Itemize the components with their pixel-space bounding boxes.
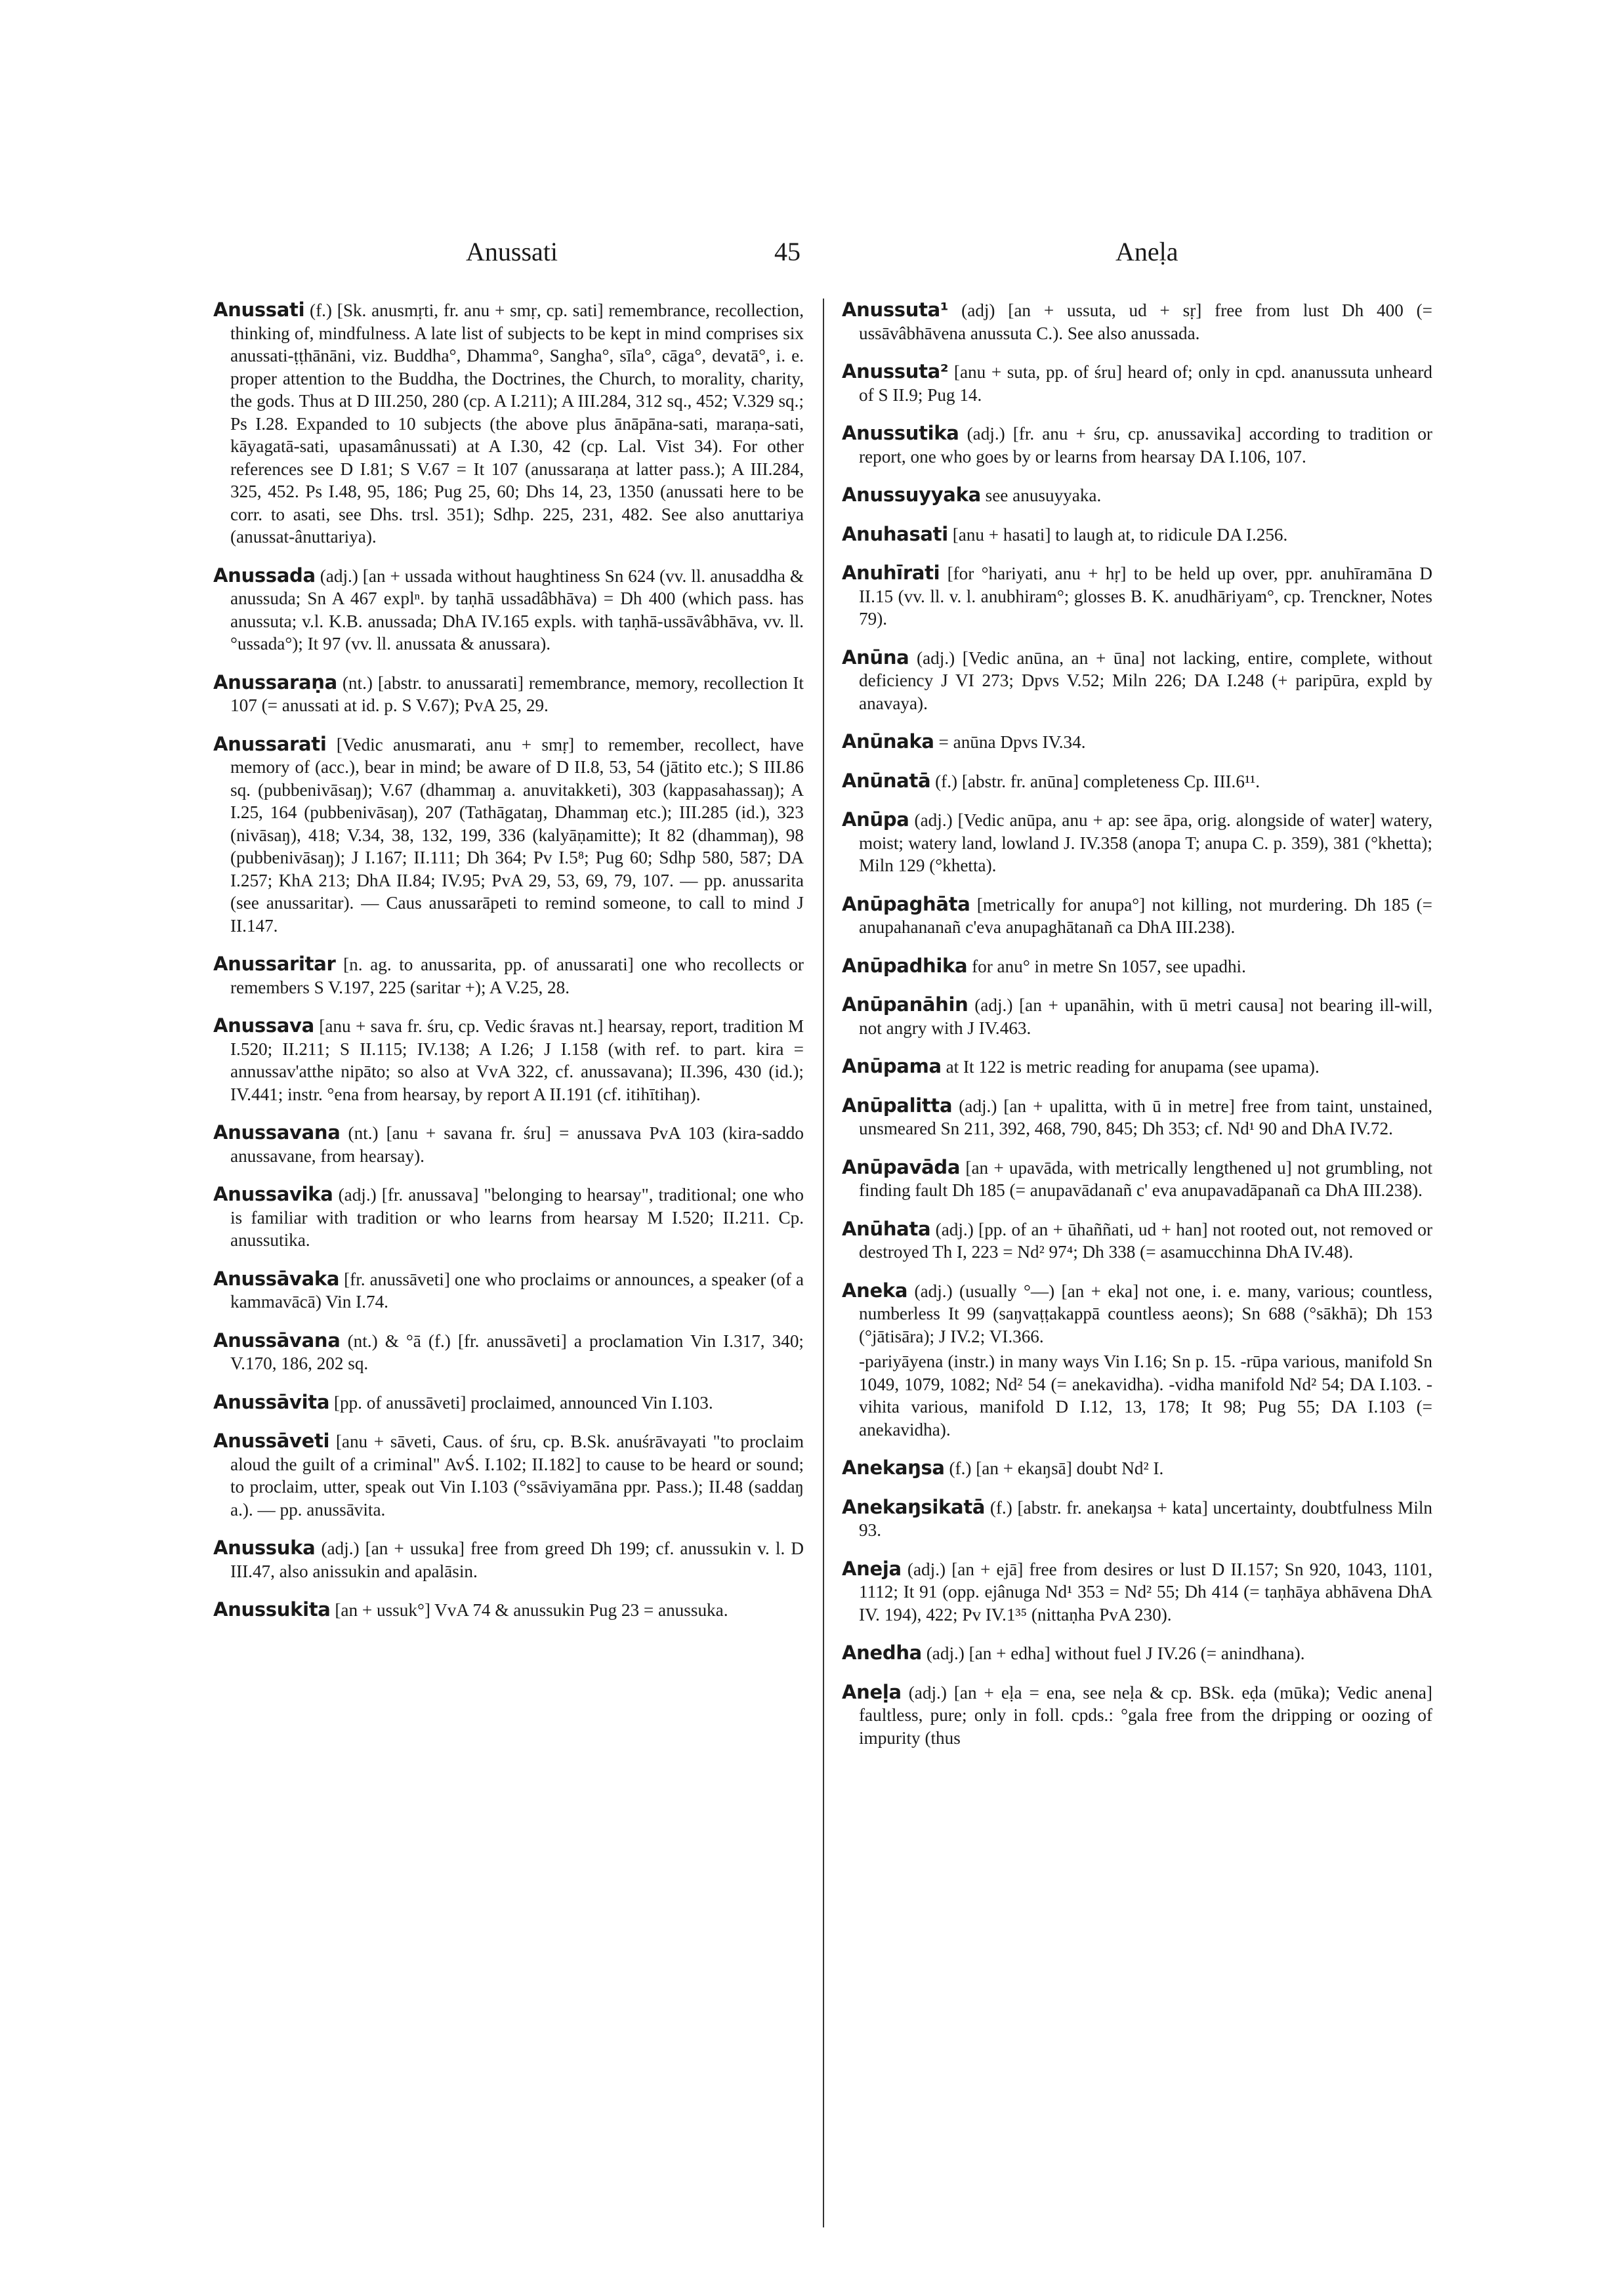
entry-headword: Anekaŋsikatā <box>842 1495 986 1518</box>
dictionary-entry <box>213 1329 804 1375</box>
entry-headword: Anedha <box>842 1642 922 1664</box>
entry-definition: (f.) [abstr. fr. anekaŋsa + kata] uncertainty, doubtfulness Miln 93. <box>859 1497 1432 1540</box>
dictionary-entry <box>842 770 1432 793</box>
entry-definition: (adj.) [fr. anussava] "belonging to hearsay", traditional; one who is familiar with tradition or who learns from hearsay M I.520; II.211. Cp. anussutika. <box>230 1185 804 1250</box>
entry-definition: [an + ussuk°] VvA 74 & anussukin Pug 23 = anussuka. <box>330 1600 728 1620</box>
entry-definition: (adj.) [Vedic anūpa, anu + ap: see āpa, orig. alongside of water] watery, moist; watery land, lowland J. IV.358 (anopa T; anupa C. p. 359), 381 (°khetta); Miln 129 (°khetta). <box>859 810 1432 875</box>
page-header <box>210 236 1430 282</box>
left-column <box>213 299 804 2234</box>
entry-definition: (f.) [Sk. anusmṛti, fr. anu + smṛ, cp. sati] remembrance, recollection, thinking of, mindfulness. A late list of subjects to be kept in mind comprises six anussati-ṭṭhānāni, viz. Buddha°, Dhamma°, Sangha°, sīla°, cāga°, devatā°, i. e. proper attention to the Buddha, the Doctrines, the Church, to morality, charity, the gods. Thus at D III.250, 280 (cp. A I.211); A III.284, 312 sq., 452; V.329 sq.; Ps I.28. Expanded to 10 subjects (the above plus ānāpāna-sati, maraṇa-sati, kāyagatā-sati, upasamânussati) at A I.30, 42 (cp. Lal. Vist 34). For other references see D I.81; S V.67 = It 107 (anussaraṇa at latter pass.); A III.284, 325, 452. Ps I.48, 95, 186; Pug 25, 60; Dhs 14, 23, 1350 (anussati here to be corr. to asati, see Dhs. trsl. 351); Sdhp. 225, 231, 482. See also anuttariya (anussat-ânuttariya). <box>230 300 804 547</box>
entry-headword: Anussada <box>213 564 316 587</box>
entry-headword: Anūpama <box>842 1055 942 1077</box>
entry-definition: [pp. of anussāveti] proclaimed, announced Vin I.103. <box>329 1392 713 1413</box>
dictionary-entry <box>213 1537 804 1582</box>
entry-definition: (adj) [an + ussuta, ud + sṛ] free from lust Dh 400 (= ussāvâbhāvena anussuta C.). See also anussada. <box>859 300 1432 343</box>
dictionary-entry <box>842 1218 1432 1264</box>
entry-definition: (nt.) & °ā (f.) [fr. anussāveti] a proclamation Vin I.317, 340; V.170, 186, 202 sq. <box>230 1331 804 1373</box>
entry-headword: Anūpaghāta <box>842 892 970 915</box>
dictionary-entry <box>213 564 804 655</box>
entry-definition: [for °hariyati, anu + hṛ] to be held up over, ppr. anuhīramāna D II.15 (vv. ll. v. l. anubhiram°; glosses B. K. anudhāriyam°, cp. Trenckner, Notes 79). <box>859 564 1432 629</box>
entry-headword: Anussuta¹ <box>842 299 949 321</box>
entry-definition: (adj.) [an + ejā] free from desires or lust D II.157; Sn 920, 1043, 1101, 1112; It 91 (opp. ejânuga Nd¹ 353 = Nd² 55; Dh 414 (= taṇhāya abhāvena DhA IV. 194), 422; Pv IV.1³⁵ (nittaṇha PvA 230). <box>859 1559 1432 1624</box>
dictionary-entry <box>842 360 1432 406</box>
entry-headword: Anuhasati <box>842 522 948 545</box>
entry-headword: Anussaritar <box>213 953 336 975</box>
dictionary-entry <box>842 1055 1432 1079</box>
entry-headword: Anussarati <box>213 732 327 755</box>
dictionary-entry <box>213 1268 804 1313</box>
dictionary-entry <box>213 671 804 717</box>
entry-definition: (nt.) [abstr. to anussarati] remembrance, memory, recollection It 107 (= anussati at id. p. S V.67); PvA 25, 29. <box>230 672 804 715</box>
dictionary-entry <box>213 1391 804 1415</box>
entry-definition: (adj.) [an + edha] without fuel J IV.26 (= anindhana). <box>921 1644 1305 1663</box>
entry-headword: Anūnaka <box>842 730 934 753</box>
entry-headword: Anussāvana <box>213 1329 341 1352</box>
entry-definition: (adj.) [fr. anu + śru, cp. anussavika] according to tradition or report, one who goes by or learns from hearsay DA I.106, 107. <box>859 424 1432 466</box>
entry-headword: Anūpanāhin <box>842 993 968 1016</box>
dictionary-entry <box>842 1558 1432 1626</box>
entry-definition: (f.) [abstr. fr. anūna] completeness Cp. III.6¹¹. <box>930 771 1260 791</box>
dictionary-entry <box>842 730 1432 754</box>
entry-headword: Anūpalitta <box>842 1094 953 1117</box>
dictionary-entry <box>842 1496 1432 1542</box>
entry-definition: [an + upavāda, with metrically lengthened u] not grumbling, not finding fault Dh 185 (= anupavādanañ c' eva anupavadāpanañ ca DhA III.238). <box>859 1157 1432 1200</box>
dictionary-entry <box>842 523 1432 547</box>
entry-definition: [fr. anussāveti] one who proclaims or announces, a speaker (of a kammavācā) Vin I.74. <box>230 1269 804 1312</box>
dictionary-entry <box>842 893 1432 939</box>
entry-headword: Anūnatā <box>842 769 931 792</box>
entry-definition: at It 122 is metric reading for anupama (see upama). <box>941 1057 1320 1077</box>
dictionary-entry <box>213 299 804 548</box>
entry-definition: [n. ag. to anussarita, pp. of anussarati] one who recollects or remembers S V.197, 225 (saritar +); A V.25, 28. <box>230 955 804 997</box>
dictionary-entry <box>842 422 1432 468</box>
dictionary-entry <box>213 953 804 999</box>
entry-definition: [metrically for anupa°] not killing, not murdering. Dh 185 (= anupahananañ c'eva anupaghātanañ ca DhA III.238). <box>859 894 1432 937</box>
entry-headword: Anussukita <box>213 1598 331 1621</box>
entry-definition: for anu° in metre Sn 1057, see upadhi. <box>967 956 1246 976</box>
entry-definition: [anu + sāveti, Caus. of śru, cp. B.Sk. anuśrāvayati "to proclaim aloud the guilt of a criminal" AvŚ. I.102; II.182] to cause to be heard or sound; to proclaim, utter, speak out Vin I.103 (°ssāviyamāna ppr. Pass.); II.48 (saddaŋ a.). — pp. anussāvita. <box>230 1432 804 1520</box>
dictionary-entry <box>842 1156 1432 1202</box>
entry-headword: Anussavana <box>213 1121 341 1144</box>
entry-headword: Anūna <box>842 646 909 669</box>
entry-definition: (adj.) [an + eḷa = ena, see neḷa & cp. BSk. eḍa (mūka); Vedic anena] faultless, pure; only in foll. cpds.: °gala free from the dripping or oozing of impurity (thus <box>859 1682 1432 1748</box>
dictionary-entry <box>842 1279 1432 1441</box>
entry-definition: (adj.) [an + upanāhin, with ū metri causa] not bearing ill-will, not angry with J IV.463. <box>859 995 1432 1038</box>
entry-definition: (adj.) [Vedic anūna, an + ūna] not lacking, entire, complete, without deficiency J VI 273; Dpvs V.52; Miln 226; DA I.248 (+ paripūra, expld by anavaya). <box>859 648 1432 713</box>
dictionary-entry <box>213 1430 804 1521</box>
entry-definition: (nt.) [anu + savana fr. śru] = anussava PvA 103 (kira-saddo anussavane, from hearsay). <box>230 1123 804 1166</box>
entry-headword: Aneja <box>842 1557 902 1580</box>
dictionary-entry <box>842 993 1432 1039</box>
entry-definition: (adj.) [an + ussada without haughtiness Sn 624 (vv. ll. anusaddha & anussuda; Sn A 467 explⁿ. by taṇhā ussadâbhāva) = Dh 400 (which pass. has anussuta; v.l. K.B. anussada; DhA IV.165 expls. with taṇhā-ussāvâbhāva, vv. ll. °ussada°); It 97 (vv. ll. anussata & anussara). <box>230 566 804 653</box>
entry-definition: = anūna Dpvs IV.34. <box>934 732 1086 752</box>
entry-headword: Anussaraṇa <box>213 671 337 693</box>
entry-definition: (adj.) [an + upalitta, with ū in metre] free from taint, unstained, unsmeared Sn 211, 392, 468, 790, 845; Dh 353; cf. Nd¹ 90 and DhA IV.72. <box>859 1096 1432 1138</box>
running-head-left: Anussati <box>466 237 558 266</box>
entry-headword: Anussāvita <box>213 1390 330 1413</box>
dictionary-entry <box>213 733 804 938</box>
entry-headword: Anūpadhika <box>842 954 968 977</box>
entry-definition: (adj.) [an + ussuka] free from greed Dh 199; cf. anussukin v. l. D III.47, also anissukin and apalāsin. <box>230 1539 804 1581</box>
entry-headword: Aneka <box>842 1279 908 1302</box>
entry-definition: see anusuyyaka. <box>980 486 1102 505</box>
page-number: 45 <box>774 237 801 266</box>
dictionary-entry <box>842 646 1432 715</box>
dictionary-entry <box>842 1681 1432 1750</box>
dictionary-entry <box>842 808 1432 877</box>
running-head-right: Aneḷa <box>1115 237 1178 266</box>
entry-headword: Anussavika <box>213 1183 333 1205</box>
dictionary-entry <box>842 955 1432 978</box>
entry-headword: Anussati <box>213 299 305 321</box>
entry-definition: (adj.) (usually °—) [an + eka] not one, i. e. many, various; countless, numberless It 99 (saŋvaṭṭakappā countless aeons); Sn 688 (°sākhā); Dh 153 (°jātisāra); J IV.2; VI.366. <box>859 1281 1432 1346</box>
entry-headword: Anussutika <box>842 422 959 444</box>
entry-definition: [anu + hasati] to laugh at, to ridicule DA I.256. <box>947 524 1288 545</box>
dictionary-entry <box>842 1642 1432 1665</box>
dictionary-entry <box>842 484 1432 507</box>
entry-headword: Anussuka <box>213 1537 316 1559</box>
entry-headword: Anussāveti <box>213 1430 330 1452</box>
entry-headword: Anussāvaka <box>213 1267 340 1290</box>
entry-headword: Anūhata <box>842 1217 931 1240</box>
entry-definition: [anu + suta, pp. of śru] heard of; only in cpd. ananussuta unheard of S II.9; Pug 14. <box>859 362 1432 405</box>
dictionary-entry <box>213 1598 804 1622</box>
dictionary-entry <box>842 299 1432 344</box>
dictionary-entry <box>213 1183 804 1252</box>
entry-definition: [anu + sava fr. śru, cp. Vedic śravas nt.] hearsay, report, tradition M I.520; II.211; S II.115; IV.138; A I.26; J I.158 (with ref. to part. kira = annussav'atthe nipāto; so also at VvA 322, cf. anussavana); II.396, 430 (id.); IV.441; instr. °ena from hearsay, by report A II.191 (cf. itihītihaŋ). <box>230 1016 804 1104</box>
entry-headword: Anuhīrati <box>842 562 940 584</box>
entry-headword: Anūpa <box>842 808 909 831</box>
column-divider <box>823 299 824 2227</box>
entry-headword: Anussuta² <box>842 360 949 382</box>
dictionary-entry <box>842 1094 1432 1140</box>
entry-headword: Aneḷa <box>842 1680 902 1703</box>
entry-headword: Anussuyyaka <box>842 484 981 506</box>
dictionary-entry <box>213 1014 804 1106</box>
dictionary-entry <box>213 1121 804 1167</box>
dictionary-entry <box>842 562 1432 631</box>
right-column <box>842 299 1432 2234</box>
entry-headword: Anekaŋsa <box>842 1457 945 1479</box>
entry-subentries: -pariyāyena (instr.) in many ways Vin I.16; Sn p. 15. -rūpa various, manifold Sn 1049, 1079, 1082; Nd² 54 (= anekavidha). -vidha manifold Nd² 54; DA I.103. -vihita various, manifold D I.12, 13, 178; It 98; Pug 55; DA I.103 (= anekavidha). <box>859 1352 1432 1439</box>
dictionary-entry <box>842 1457 1432 1480</box>
entry-definition: (f.) [an + ekaŋsā] doubt Nd² I. <box>944 1458 1164 1478</box>
entry-definition: (adj.) [pp. of an + ūhaññati, ud + han] not rooted out, not removed or destroyed Th I, 223 = Nd² 97⁴; Dh 338 (= asamucchinna DhA IV.48). <box>859 1219 1432 1262</box>
entry-definition: [Vedic anusmarati, anu + smṛ] to remember, recollect, have memory of (acc.), bear in mind; be aware of D II.8, 53, 54 (jātito etc.); S III.86 sq. (pubbenivāsaŋ); V.67 (dhammaŋ a. anuvitakketi), 303 (kappasahassaŋ); A I.25, 164 (pubbenivāsaŋ), 207 (Tathāgataŋ, Dhammaŋ etc.); III.285 (id.), 323 (nivāsaŋ), 418; V.34, 38, 132, 199, 336 (kalyāṇamitte); It 82 (dhammaŋ), 98 (pubbenivāsaŋ); J I.167; II.111; Dh 364; Pv I.5⁸; Pug 60; Sdhp 580, 587; DA I.257; KhA 213; DhA II.84; IV.95; PvA 29, 53, 69, 79, 107. — pp. anussarita (see anussaritar). — Caus anussarāpeti to remind someone, to call to mind J II.147. <box>230 734 804 936</box>
entry-headword: Anūpavāda <box>842 1155 961 1178</box>
entry-headword: Anussava <box>213 1014 314 1037</box>
